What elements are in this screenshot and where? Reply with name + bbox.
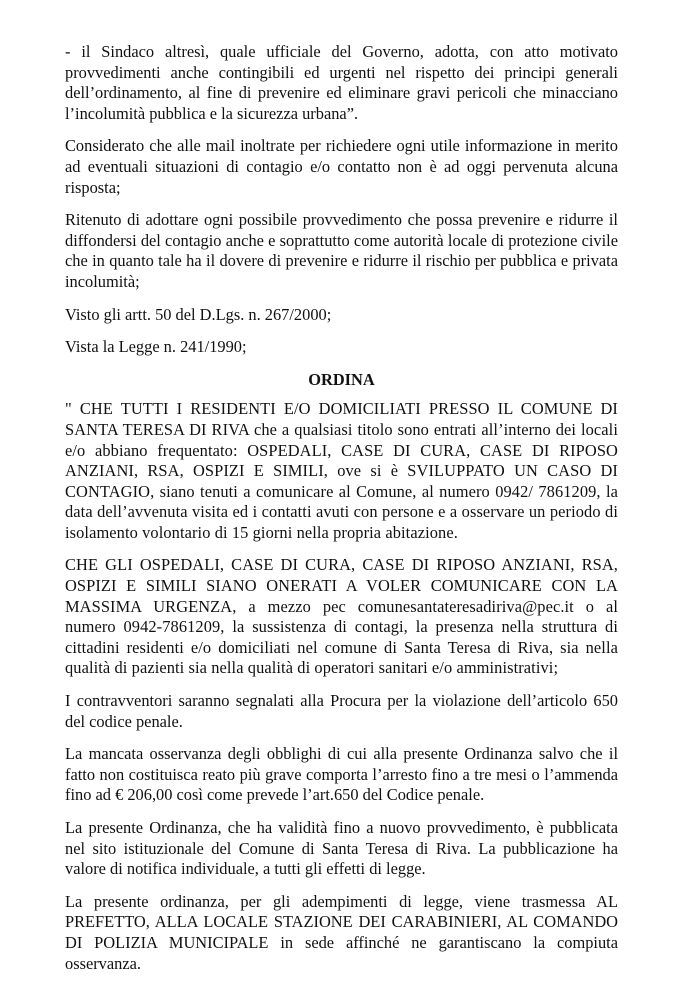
paragraph-transmission: La presente ordinanza, per gli adempimenti di legge, viene trasmessa AL PREFETTO, ALLA LOCALE STAZIONE DEI CARABINIERI, AL COMANDO DI POLIZIA MUNICIPALE in sede affinché ne garantiscano la compiuta osservanza. (65, 891, 618, 973)
document-page (65, 42, 618, 986)
paragraph-ritenuto: Ritenuto di adottare ogni possibile provvedimento che possa prevenire e ridurre il diffondersi del contagio anche e soprattutto come autorità locale di protezione civile che in quanto tale ha il dovere di prevenire e ridurre il rischio per pubblica e privata incolumità; (65, 210, 618, 291)
paragraph-visto-dlgs: Visto gli artt. 50 del D.Lgs. n. 267/2000; (65, 304, 332, 324)
paragraph-facilities-order: CHE GLI OSPEDALI, CASE DI CURA, CASE DI RIPOSO ANZIANI, RSA, OSPIZI E SIMILI SIANO ONERATI A VOLER COMUNICARE CON LA MASSIMA URGENZA, a mezzo pec comunesantateresadiriva@pec.it o al numero 0942-7861209, la sussistenza di contagi, la presenza nella struttura di cittadini residenti e/o domiciliati nel comune di Santa Teresa di Riva, sia nella qualità di pazienti sia nella qualità di operatori sanitari e/o amministrativi; (65, 555, 618, 678)
paragraph-violators: I contravventori saranno segnalati alla Procura per la violazione dell’articolo 650 del codice penale. (65, 691, 618, 731)
paragraph-sindaco-powers: - il Sindaco altresì, quale ufficiale del Governo, adotta, con atto motivato provvedimenti anche contingibili ed urgenti nel rispetto dei principi generali dell’ordinamento, al fine di prevenire ed eliminare gravi pericoli che minacciano l’incolumità pubblica e la sicurezza urbana”. (65, 42, 618, 123)
paragraph-considerato: Considerato che alle mail inoltrate per richiedere ogni utile informazione in merito ad eventuali situazioni di contagio e/o contatto non è ad oggi pervenuta alcuna risposta; (65, 136, 618, 197)
paragraph-publication: La presente Ordinanza, che ha validità fino a nuovo provvedimento, è pubblicata nel sito istituzionale del Comune di Santa Teresa di Riva. La pubblicazione ha valore di notifica individuale, a tutti gli effetti di legge. (65, 818, 618, 879)
paragraph-vista-legge: Vista la Legge n. 241/1990; (65, 337, 247, 357)
paragraph-penalty: La mancata osservanza degli obblighi di cui alla presente Ordinanza salvo che il fatto non costituisca reato più grave comporta l’arresto fino a tre mesi o l’ammenda fino ad € 206,00 così come prevede l’art.650 del Codice penale. (65, 744, 618, 805)
heading-ordina: ORDINA (308, 369, 375, 389)
paragraph-residents-order: " CHE TUTTI I RESIDENTI E/O DOMICILIATI PRESSO IL COMUNE DI SANTA TERESA DI RIVA che a qualsiasi titolo sono entrati all’interno dei locali e/o abbiano frequentato: OSPEDALI, CASE DI CURA, CASE DI RIPOSO ANZIANI, RSA, OSPIZI E SIMILI, ove si è SVILUPPATO UN CASO DI CONTAGIO, siano tenuti a comunicare al Comune, al numero 0942/ 7861209, la data dell’avvenuta visita ed i contatti avuti con persone e a osservare un periodo di isolamento volontario di 15 giorni nella propria abitazione. (65, 399, 618, 542)
